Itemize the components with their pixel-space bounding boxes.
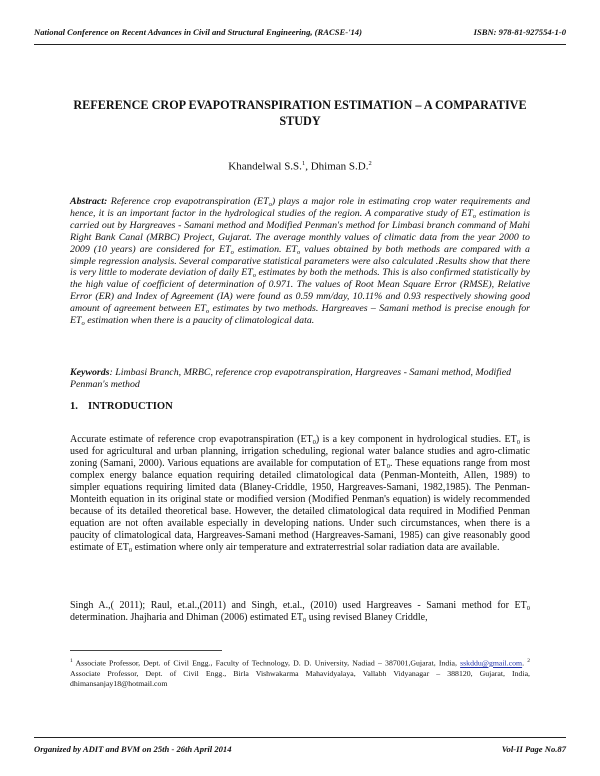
body-text: estimation where only air temperature and extraterrestrial solar radiation data are available. [132, 541, 500, 553]
abstract [70, 196, 530, 327]
conference-name: National Conference on Recent Advances in Civil and Structural Engineering, (RACSE-'14) [34, 27, 362, 37]
author-separator: , [305, 160, 311, 173]
footnote-2-text: Associate Professor, Dept. of Civil Engg., Birla Vishwakarma Mahavidyalaya, Vallabh Vidyanagar – 388120, Gujarat, India, dhimansanjay18@hotmail.com [70, 668, 530, 689]
body-text: . These equations range from most complex energy balance equation requiring detailed climatological data (Penman-Monteith, Allen, 1989) to simpler equations requiring limited data (Blaney-Criddle, 1950, Hargreaves-Samani, 1982,1985). The Penman-Monteith equation in its original state or modified version (Modified Penman's equation) is widely recommended because of its detailed theoretical base. However, the detailed climatological data required in Modified Penman equation are not often available especially in developing nations. Under such circumstances, when there is a paucity of climatological data, Hargreaves-Samani method (Hargreaves-Samani, 1985) can give reasonably good estimate of ET [70, 457, 531, 553]
author-2: Dhiman S.D. [310, 160, 369, 173]
author-1: Khandelwal S.S. [228, 160, 302, 173]
body-text: is used for agricultural and urban planning, irrigation scheduling, regional water balance studies and agro-climatic zoning (Samani, 2000). Various equations are available for computation of ET [70, 434, 530, 469]
organizer-note: Organized by ADIT and BVM on 25th - 26th April 2014 [34, 744, 232, 754]
footnote-1: $^1$ Associate Professor, Dept. of Civil Engg., Faculty of Technology, D. D. University, Nadiad – 387001,Gujarat, India, sskddu@gmail.com. $^2$ Associate Professor, Dept. of Civil Engg., Birla Vishwakarma Mahavidyalaya, Vallabh Vidyanagar – 388120, Gujarat, India, dhimansanjay18@hotmail.com [70, 658, 530, 689]
abstract-text: estimates by both the methods. This is also confirmed statistically by the high value of coefficient of determination of 0.971. The values of Root Mean Square Error (RMSE), Relative Error (ER) and Index of Agreement (IA) were found as 0.59 mm/day, 10.11% and 0.93 respectively showing good amount of agreement between ET [70, 267, 530, 315]
footnote-rule [70, 650, 222, 651]
header-rule [34, 44, 566, 45]
subscript-0: 0 [386, 462, 391, 470]
subscript-o: o [81, 320, 85, 328]
section-number: 1. [70, 401, 78, 412]
footnote-2-mark: 2 [527, 658, 530, 664]
body-text: ) is a key component in hydrological studies. ET [315, 434, 517, 445]
footer-rule [34, 737, 566, 738]
intro-paragraph-1 [70, 434, 530, 554]
abstract-text: estimation when there is a paucity of climatological data. [84, 315, 315, 327]
keywords-label: Keywords [70, 367, 110, 378]
abstract-label: Abstract: [70, 196, 108, 207]
running-header [34, 27, 566, 41]
isbn: ISBN: 978-81-927554-1-0 [473, 27, 566, 37]
abstract-text: estimation. ET [233, 243, 298, 255]
footnotes [70, 656, 530, 689]
body-text: determination. Jhajharia and Dhiman (2006) estimated ET [70, 611, 303, 623]
abstract-text: estimates by two methods. Hargreaves – Samani method is precise enough for ET [70, 303, 530, 327]
subscript-o: o [205, 308, 210, 316]
subscript-o: o [252, 272, 256, 280]
footnote-1-mark: 1 [70, 658, 73, 664]
abstract-text: Reference crop evapotranspiration (ET [110, 196, 269, 207]
subscript-0: 0 [312, 439, 316, 446]
paper-title: REFERENCE CROP EVAPOTRANSPIRATION ESTIMATION – A COMPARATIVE STUDY [73, 98, 527, 128]
section-title: INTRODUCTION [88, 401, 173, 412]
abstract-text: ) plays a major role in estimating crop water requirements and hence, it is an important factor in the hydrological studies of the region. A comparative study of ET [70, 196, 531, 219]
section-heading [70, 401, 173, 412]
page-number: Vol-II Page No.87 [501, 744, 566, 754]
keywords [70, 367, 530, 391]
body-text: using revised Blaney Criddle, [306, 611, 428, 623]
footnote-1-email-link[interactable]: sskddu@gmail.com [460, 658, 523, 668]
subscript-o: o [472, 212, 477, 220]
keywords-text: : Limbasi Branch, MRBC, reference crop evapotranspiration, Hargreaves - Samani method, Modified Penman's method [70, 367, 512, 390]
abstract-text: values obtained by both methods are compared with a simple regression analysis. Several comparative statistical parameters were also calculated .Results show that there is very little to moderate deviation of daily ET [70, 243, 530, 279]
footnote-1-text: Associate Professor, Dept. of Civil Engg., Faculty of Technology, D. D. University, Nadiad – 387001,Gujarat, India, [75, 658, 457, 668]
intro-paragraph-2 [70, 600, 530, 624]
abstract-text: estimation is carried out by Hargreaves - Samani method and Modified Penman's method for Limbasi branch command of Mahi Right Bank Canal (MRBC) Project, Gujarat. The average monthly values of climatic data from the year 2000 to 2009 (10 years) are considered for ET [70, 207, 530, 255]
subscript-o: o [268, 201, 272, 208]
subscript-o: o [297, 248, 301, 256]
author-line [0, 160, 600, 173]
subscript-0: 0 [128, 546, 133, 554]
subscript-0: 0 [526, 605, 530, 612]
subscript-0: 0 [302, 616, 307, 624]
subscript-o: o [230, 248, 234, 256]
author-1-affiliation-mark: 1 [301, 160, 306, 167]
author-2-affiliation-mark: 2 [368, 160, 372, 167]
body-text: Accurate estimate of reference crop evapotranspiration (ET [70, 434, 313, 445]
subscript-0: 0 [516, 439, 520, 446]
body-text: Singh A.,( 2011); Raul, et.al.,(2011) and Singh, et.al., (2010) used Hargreaves - Samani method for ET [70, 600, 527, 611]
